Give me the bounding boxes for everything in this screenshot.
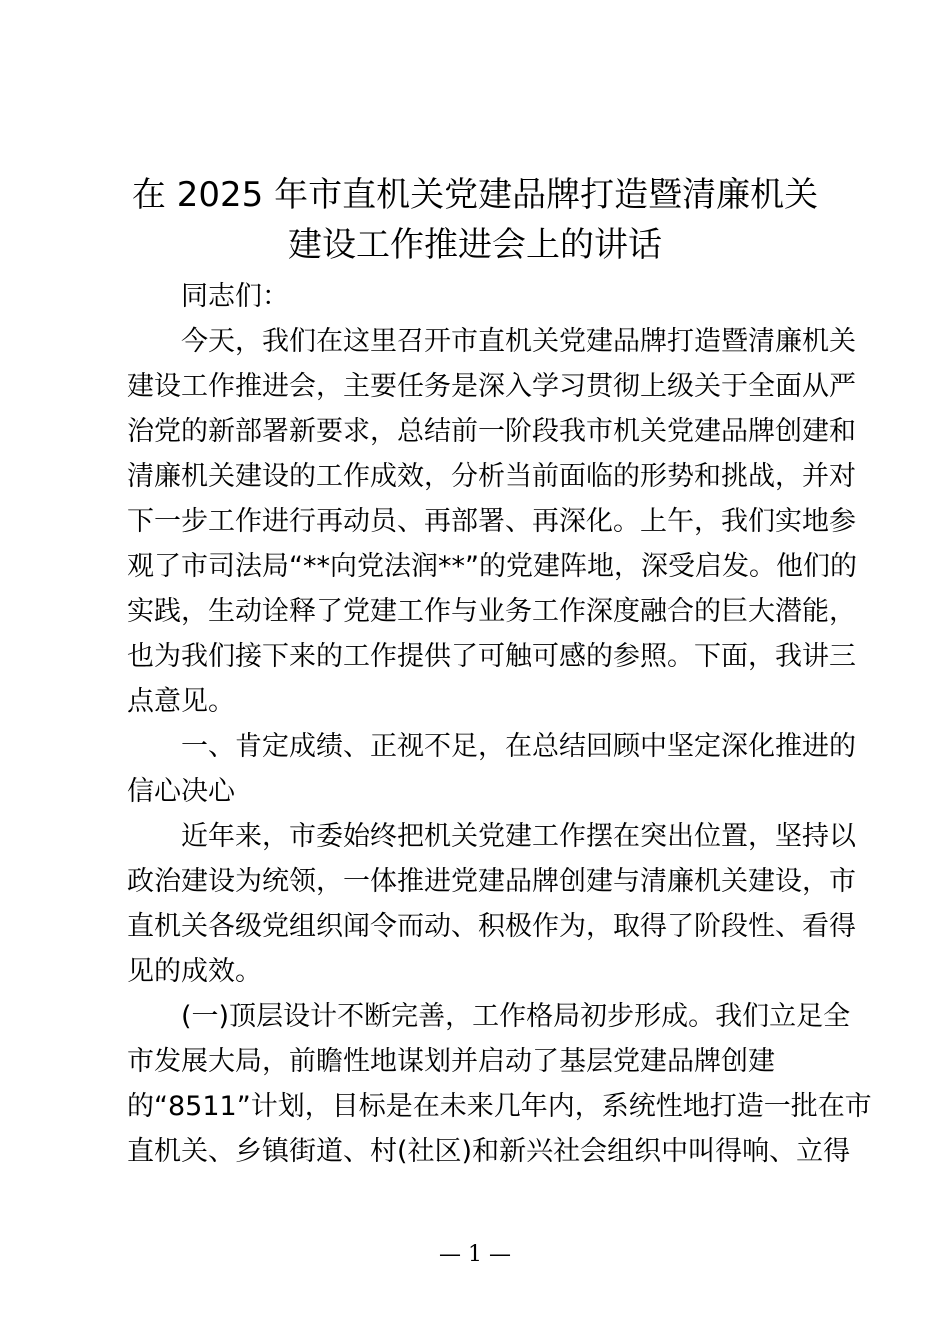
body-line: 直机关、乡镇街道、村(社区)和新兴社会组织中叫得响、立得 bbox=[127, 1136, 851, 1167]
section-heading-line: 一、肯定成绩、正视不足，在总结回顾中坚定深化推进的 bbox=[127, 731, 856, 762]
title-line-1: 在 2025 年市直机关党建品牌打造暨清廉机关 bbox=[131, 175, 819, 215]
body-line: 直机关各级党组织闻令而动、积极作为，取得了阶段性、看得 bbox=[127, 911, 856, 942]
body-line: 近年来，市委始终把机关党建工作摆在突出位置，坚持以 bbox=[127, 821, 856, 852]
body-line: 建设工作推进会，主要任务是深入学习贯彻上级关于全面从严 bbox=[127, 371, 856, 402]
page-number: — 1 — bbox=[439, 1242, 511, 1267]
body-line: 观了市司法局“**向党法润**”的党建阵地，深受启发。他们的 bbox=[127, 551, 857, 582]
body-line: 治党的新部署新要求，总结前一阶段我市机关党建品牌创建和 bbox=[127, 416, 856, 447]
body-line: 政治建设为统领，一体推进党建品牌创建与清廉机关建设，市 bbox=[127, 866, 856, 897]
body-line: 同志们： bbox=[127, 281, 289, 312]
body-line: 点意见。 bbox=[127, 686, 235, 717]
section-heading-line: 信心决心 bbox=[127, 776, 235, 807]
body-line: 实践，生动诠释了党建工作与业务工作深度融合的巨大潜能， bbox=[127, 596, 856, 627]
body-line: 的“8511”计划，目标是在未来几年内，系统性地打造一批在市 bbox=[127, 1091, 872, 1122]
body-line: 也为我们接下来的工作提供了可触可感的参照。下面，我讲三 bbox=[127, 641, 856, 672]
body-line: 见的成效。 bbox=[127, 956, 262, 987]
body-line: (一)顶层设计不断完善，工作格局初步形成。我们立足全 bbox=[127, 1001, 851, 1032]
title-line-2: 建设工作推进会上的讲话 bbox=[288, 225, 662, 265]
body-line: 今天，我们在这里召开市直机关党建品牌打造暨清廉机关 bbox=[127, 326, 856, 357]
body-line: 下一步工作进行再动员、再部署、再深化。上午，我们实地参 bbox=[127, 506, 856, 537]
body-line: 清廉机关建设的工作成效，分析当前面临的形势和挑战，并对 bbox=[127, 461, 856, 492]
body-line: 市发展大局，前瞻性地谋划并启动了基层党建品牌创建 bbox=[127, 1046, 775, 1077]
